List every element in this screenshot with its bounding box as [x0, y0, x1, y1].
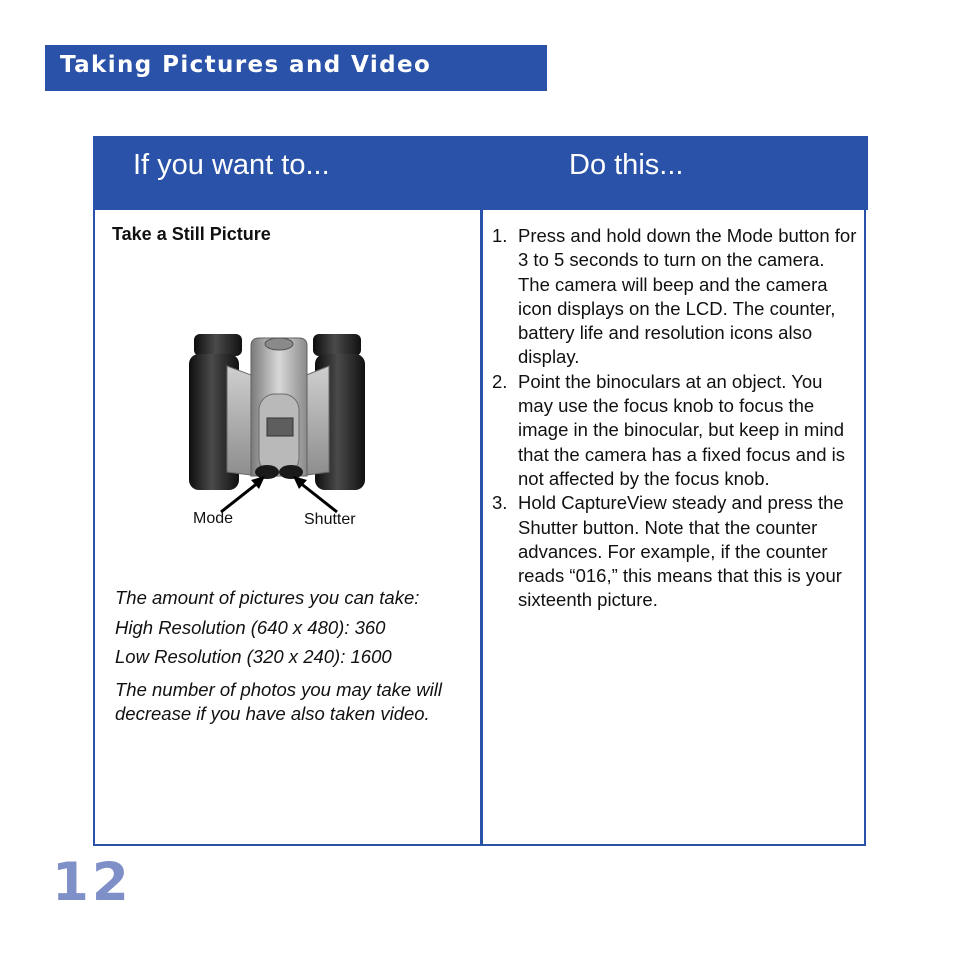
section-header-bar — [45, 45, 547, 91]
step-number: 2. — [492, 370, 508, 392]
callout-mode: Mode — [193, 510, 234, 527]
page-number: 12 — [52, 852, 132, 913]
header-cell-right — [483, 136, 868, 210]
header-cell-left — [95, 136, 480, 210]
step-text: Hold CaptureView steady and press the Shutter button. Note that the counter advances. For example, if the counter reads “016,” this means that this is your sixteenth picture. — [518, 492, 844, 611]
header-do-this: Do this... — [569, 149, 684, 181]
step-item — [490, 370, 860, 491]
column-divider — [480, 136, 483, 844]
note-high-resolution: High Resolution (640 x 480): 360 — [115, 617, 386, 638]
section-title: Taking Pictures and Video — [60, 52, 432, 78]
steps-list — [490, 224, 860, 613]
header-if-you-want-to: If you want to... — [133, 149, 330, 181]
step-text: Press and hold down the Mode button for 3 to 5 seconds to turn on the camera. The camera will beep and the camera icon displays on the LCD. The counter, battery life and resolution icons also display. — [518, 225, 857, 368]
step-item — [490, 491, 860, 612]
step-number: 1. — [492, 225, 508, 246]
step-text: Point the binoculars at an object. You may use the focus knob to focus the image in the binocular, but keep in mind that the camera has a fixed focus and is not affected by the focus knob. — [518, 370, 846, 489]
task-title: Take a Still Picture — [112, 224, 271, 244]
note-amount-of-pictures: The amount of pictures you can take: — [115, 587, 420, 608]
step-number: 3. — [492, 492, 508, 514]
callout-shutter: Shutter — [304, 511, 356, 528]
step-item — [490, 224, 860, 370]
instruction-table — [93, 136, 866, 846]
note-low-resolution: Low Resolution (320 x 240): 1600 — [115, 646, 392, 667]
note-video-decrease: The number of photos you may take will decrease if you have also taken video. — [115, 679, 442, 724]
binocular-camera-illustration — [187, 326, 377, 536]
